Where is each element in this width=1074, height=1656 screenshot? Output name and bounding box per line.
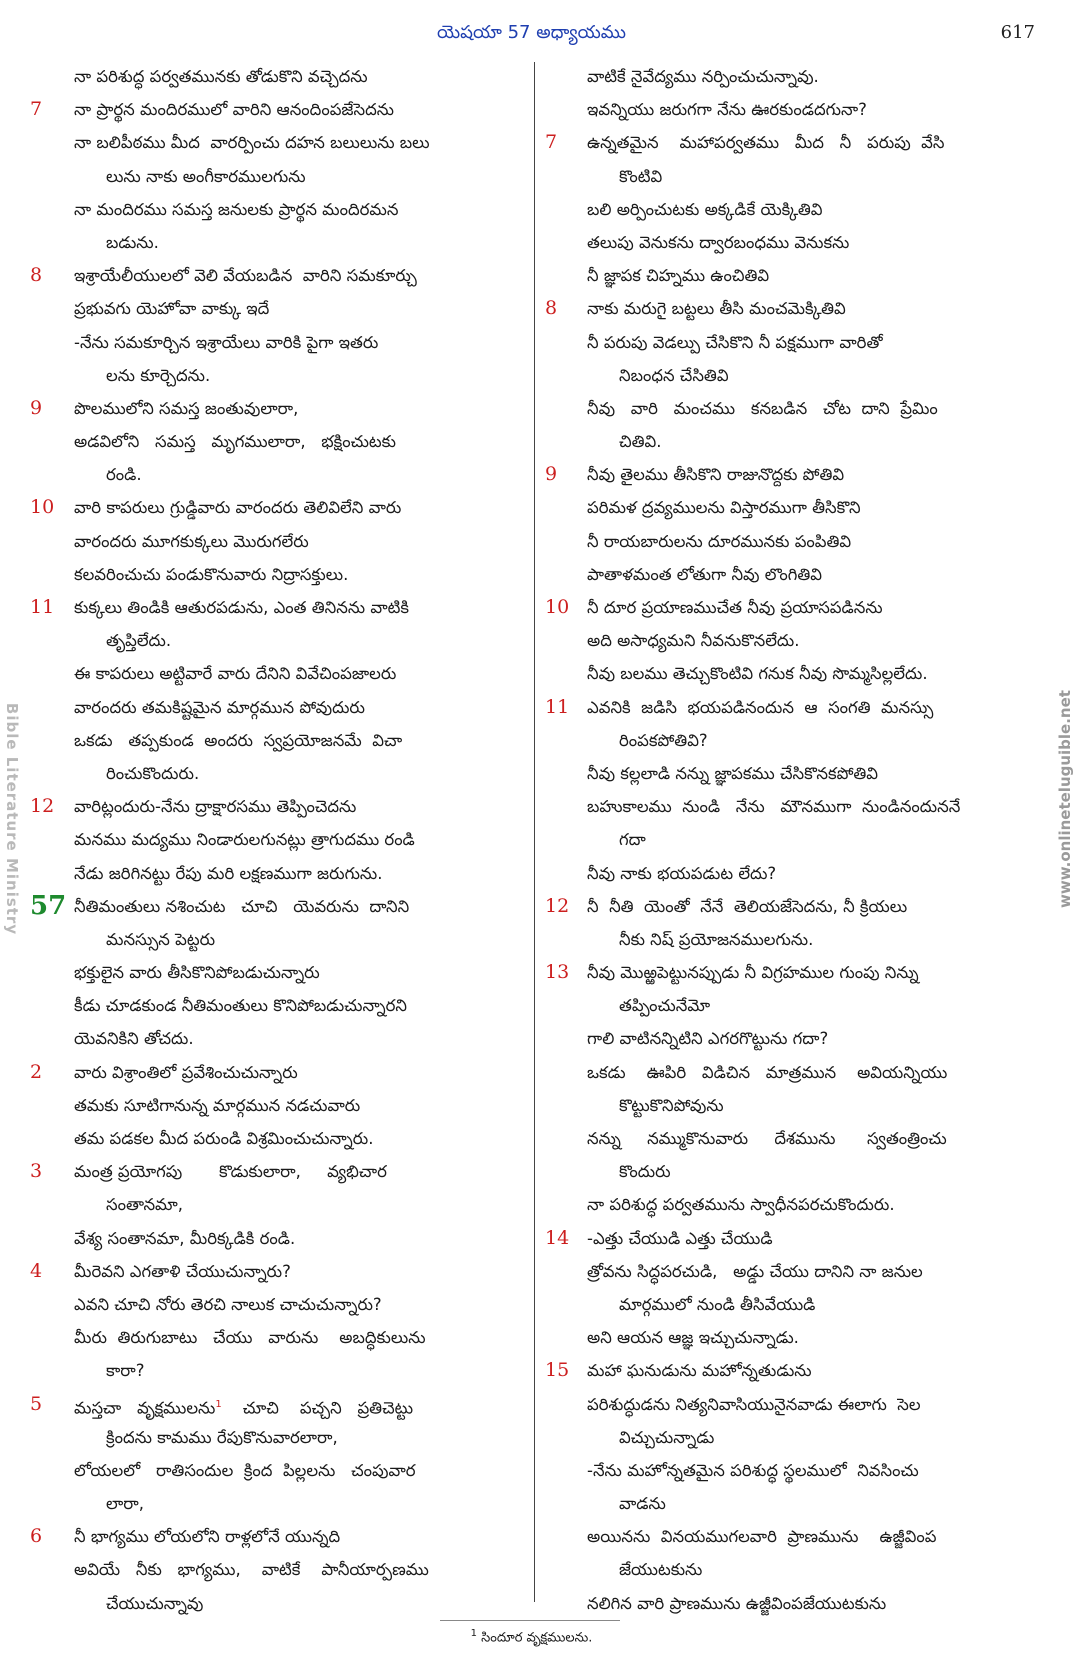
text-line xyxy=(22,956,492,989)
text-line xyxy=(545,458,1015,491)
verse-number: 13 xyxy=(545,961,570,984)
line-text: -నేను మహోన్నతమైన పరిశుద్ధ స్థలములో నివసించు xyxy=(587,1460,919,1480)
text-line xyxy=(22,823,492,856)
text-line xyxy=(545,93,1015,126)
verse-number: 5 xyxy=(30,1392,43,1415)
line-text: వారందరు మూగకుక్కలు మొరుగలేరు xyxy=(74,531,309,551)
line-text: గదా xyxy=(619,830,646,850)
line-text-continued: చూచి పచ్చని ప్రతిచెట్టు xyxy=(221,1398,414,1417)
text-line xyxy=(22,425,492,458)
line-text: త్రోవను సిద్ధపరచుడి, అడ్డు చేయు దానిని నా జనుల xyxy=(587,1261,923,1281)
line-text: నీవు కల్లలాడి నన్ను జ్ఞాపకము చేసికొనకపోతివి xyxy=(587,763,879,783)
text-line xyxy=(545,1188,1015,1221)
text-line xyxy=(22,160,492,193)
line-text: చేయుచున్నావు xyxy=(106,1593,204,1613)
text-line xyxy=(22,1587,492,1620)
line-text: నీవు తైలము తీసికొని రాజునొద్దకు పోతివి xyxy=(587,465,845,485)
text-line xyxy=(22,259,492,292)
line-text: నలిగిన వారి ప్రాణమును ఉజ్జీవింపజేయుటకును xyxy=(587,1593,887,1613)
line-text: నీవు బలము తెచ్చుకొంటివి గనుక నీవు సొమ్మసిల్లలేదు. xyxy=(587,664,928,684)
text-line xyxy=(545,956,1015,989)
text-line xyxy=(545,1487,1015,1520)
line-text: మార్గములో నుండి తీసివేయుడి xyxy=(619,1294,816,1314)
line-text: కీడు చూడకుండ నీతిమంతులు కొనిపోబడుచున్నారని xyxy=(74,996,407,1016)
line-text: నీ భాగ్యము లోయలోని రాళ్లలోనే యున్నది xyxy=(74,1527,341,1547)
line-text: నీ దూర ప్రయాణముచేత నీవు ప్రయాసపడినను xyxy=(587,598,883,617)
text-line xyxy=(545,1454,1015,1487)
line-text: నీవు నాకు భయపడుట లేదు? xyxy=(587,863,777,883)
text-line xyxy=(545,890,1015,923)
column-divider xyxy=(534,62,535,1602)
text-line xyxy=(545,1587,1015,1620)
watermark-right: www.onlineteluguible.net xyxy=(1056,690,1074,908)
line-text: బహుకాలము నుండి నేను మౌనముగా నుండినందుననే xyxy=(587,797,961,817)
verse-number: 3 xyxy=(30,1160,43,1183)
text-line xyxy=(545,326,1015,359)
verse-number: 14 xyxy=(545,1226,570,1249)
line-text: వారి కాపరులు గ్రుడ్డివారు వారందరు తెలివిలేని వారు xyxy=(74,498,402,518)
line-text: అడవిలోని సమస్త మృగములారా, భక్షించుటకు xyxy=(74,432,396,452)
verse-number: 11 xyxy=(545,695,570,718)
text-line xyxy=(22,193,492,226)
line-text: -నేను సమకూర్చిన ఇశ్రాయేలు వారికి పైగా ఇతరు xyxy=(74,332,379,352)
line-text: కొంటివి xyxy=(619,166,663,186)
line-text: బడును. xyxy=(106,232,159,252)
text-line xyxy=(22,857,492,890)
line-text: యెవనికిని తోచదు. xyxy=(74,1029,194,1049)
text-line xyxy=(22,93,492,126)
line-text: నా పరిశుద్ధ పర్వతమునకు తోడుకొని వచ్చెదను xyxy=(74,67,368,86)
text-line xyxy=(545,1255,1015,1288)
text-line xyxy=(545,1388,1015,1421)
line-text: వారు విశ్రాంతిలో ప్రవేశించుచున్నారు xyxy=(74,1062,298,1082)
line-text: నీతిమంతులు నశించుట చూచి యెవరును దానిని xyxy=(74,896,410,916)
line-text: నాకు మరుగై బట్టలు తీసి మంచమెక్కితివి xyxy=(587,299,846,319)
text-line xyxy=(22,126,492,159)
verse-number: 12 xyxy=(545,894,570,917)
text-line xyxy=(545,491,1015,524)
text-line xyxy=(545,1222,1015,1255)
line-text: నిబంధన చేసితివి xyxy=(619,365,729,385)
line-text: వాటికే నైవేద్యము నర్పించుచున్నావు. xyxy=(587,67,819,86)
line-text: మీరెవని ఎగతాళి చేయుచున్నారు? xyxy=(74,1261,291,1281)
text-line xyxy=(22,491,492,524)
text-line xyxy=(545,160,1015,193)
verse-number: 8 xyxy=(30,264,43,287)
line-text: పొలములోని సమస్త జంతువులారా, xyxy=(74,398,299,418)
text-line xyxy=(545,857,1015,890)
text-line xyxy=(22,1421,492,1454)
text-line xyxy=(545,1321,1015,1354)
verse-number: 9 xyxy=(545,463,558,486)
line-text: కుక్కలు తిండికి ఆతురపడును, ఎంత తినినను వాటికి xyxy=(74,598,410,617)
chapter-number: 57 xyxy=(30,890,67,921)
text-line xyxy=(545,1122,1015,1155)
text-line xyxy=(22,525,492,558)
text-line xyxy=(545,558,1015,591)
line-text: నా బలిపీఠము మీద వారర్పించు దహన బలులును బలు xyxy=(74,133,430,153)
line-text: నీ పరుపు వెడల్పు చేసికొని నీ పక్షముగా వారితో xyxy=(587,332,883,352)
text-line xyxy=(545,259,1015,292)
line-text: వారందరు తమకిష్టమైన మార్గమున పోవుదురు xyxy=(74,697,365,717)
line-text: మహా ఘనుడును మహోన్నతుడును xyxy=(587,1361,812,1381)
right-column xyxy=(545,60,1015,1620)
footnote-text: సిందూర వృక్షములను. xyxy=(481,1630,593,1646)
page-title: యెషయా 57 అధ్యాయము xyxy=(436,22,627,43)
watermark-left: Bible Literature Ministry xyxy=(3,702,21,936)
text-line xyxy=(22,1520,492,1553)
line-text: గాలి వాటినన్నిటిని ఎగరగొట్టును గదా? xyxy=(587,1029,829,1049)
text-line xyxy=(22,1155,492,1188)
line-text: -ఎత్తు చేయుడి ఎత్తు చేయుడి xyxy=(587,1228,773,1248)
text-line xyxy=(545,392,1015,425)
text-line xyxy=(545,425,1015,458)
line-text: వాడను xyxy=(619,1494,666,1514)
verse-number: 6 xyxy=(30,1525,43,1548)
text-line xyxy=(22,359,492,392)
line-text: పరిశుద్ధుడను నిత్యనివాసియునైనవాడు ఈలాగు సెల xyxy=(587,1394,921,1414)
line-text: రింపకపోతివి? xyxy=(619,730,708,750)
text-line xyxy=(22,989,492,1022)
line-text: ఒకడు తప్పకుండ అందరు స్వప్రయోజనమే విచా xyxy=(74,730,403,750)
text-line xyxy=(22,691,492,724)
text-line xyxy=(22,890,492,923)
line-text: నీకు నిష్ ప్రయోజనములగును. xyxy=(619,929,814,949)
line-text: లారా, xyxy=(106,1494,144,1514)
text-line xyxy=(22,1487,492,1520)
text-line xyxy=(22,923,492,956)
left-column xyxy=(22,60,492,1620)
line-text: ఇశ్రాయేలీయులలో వెలి వేయబడిన వారిని సమకూర్చు xyxy=(74,266,417,286)
verse-number: 15 xyxy=(545,1359,570,1382)
verse-number: 10 xyxy=(545,596,570,618)
text-line xyxy=(545,724,1015,757)
text-line xyxy=(545,1056,1015,1089)
verse-number: 12 xyxy=(30,795,55,818)
line-text: పరిమళ ద్రవ్యములను విస్తారముగా తీసికొని xyxy=(587,498,861,518)
text-line xyxy=(22,1122,492,1155)
line-text: కొట్టుకొనిపోవును xyxy=(619,1095,724,1115)
footnote-divider xyxy=(440,1620,620,1621)
text-line xyxy=(22,1354,492,1387)
line-text: రండి. xyxy=(106,465,142,485)
line-text: తమ పడకల మీద పరుండి విశ్రమించుచున్నారు. xyxy=(74,1129,374,1148)
text-line xyxy=(22,60,492,93)
text-line xyxy=(545,1354,1015,1387)
line-text: అయినను వినయముగలవారి ప్రాణమును ఉజ్జీవింప xyxy=(587,1527,937,1547)
line-text: ఎవనికి జడిసి భయపడినందున ఆ సంగతి మనస్సు xyxy=(587,697,934,717)
text-line xyxy=(22,1255,492,1288)
verse-number: 7 xyxy=(30,98,43,121)
line-text: నన్ను నమ్ముకొనువారు దేశమును స్వతంత్రించు xyxy=(587,1129,947,1148)
line-text: తప్పించునేమో xyxy=(619,996,711,1016)
line-text: అది అసాధ్యమని నీవనుకొనలేదు. xyxy=(587,631,800,651)
line-text: మంత్ర ప్రయోగపు కొడుకులారా, వ్యభిచార xyxy=(74,1162,387,1182)
text-line xyxy=(545,1089,1015,1122)
line-text: నీ జ్ఞాపక చిహ్నము ఉంచితివి xyxy=(587,266,770,286)
footnote-reference[interactable]: 1 xyxy=(215,1398,222,1410)
line-text: వేశ్య సంతానమా, మీరిక్కడికి రండి. xyxy=(74,1228,296,1248)
text-line xyxy=(545,226,1015,259)
line-text: ఎవని చూచి నోరు తెరచి నాలుక చాచుచున్నారు? xyxy=(74,1294,382,1314)
verse-number: 11 xyxy=(30,596,55,618)
text-line xyxy=(545,657,1015,690)
text-line xyxy=(545,126,1015,159)
text-line xyxy=(22,657,492,690)
text-line xyxy=(22,1222,492,1255)
line-text: క్రిందను కామము రేపుకొనువారలారా, xyxy=(106,1427,338,1447)
line-text: నా ప్రార్థన మందిరములో వారిని ఆనందింపజేసెదను xyxy=(74,100,395,120)
text-line xyxy=(545,60,1015,93)
line-text: లును నాకు అంగీకారములగును xyxy=(106,166,306,186)
text-line xyxy=(22,326,492,359)
text-line xyxy=(545,1553,1015,1586)
text-line xyxy=(545,1022,1015,1055)
text-line xyxy=(545,624,1015,657)
line-text: ప్రభువగు యెహోవా వాక్కు ఇదే xyxy=(74,299,270,319)
text-line xyxy=(545,1520,1015,1553)
line-text: మస్తచా వృక్షములను xyxy=(74,1398,216,1417)
verse-number: 4 xyxy=(30,1259,43,1282)
text-line xyxy=(545,591,1015,624)
text-line xyxy=(22,1553,492,1586)
line-text: నా పరిశుద్ధ పర్వతమును స్వాధీనపరచుకొందురు. xyxy=(587,1195,895,1215)
line-text: నా మందిరము సమస్త జనులకు ప్రార్థన మందిరమన xyxy=(74,199,399,219)
line-text: అవియే నీకు భాగ్యము, వాటికే పానీయార్పణము xyxy=(74,1560,429,1580)
line-text: జేయుటకును xyxy=(619,1560,703,1580)
line-text: నీవు వారి మంచము కనబడిన చోట దాని ప్రేమిం xyxy=(587,398,938,418)
line-text: సంతానమా, xyxy=(106,1195,184,1215)
line-text: కలవరించుచు పండుకొనువారు నిద్రాసక్తులు. xyxy=(74,564,349,584)
text-line xyxy=(22,558,492,591)
footnote xyxy=(0,1628,1063,1648)
text-line xyxy=(22,1288,492,1321)
verse-number: 7 xyxy=(545,131,558,154)
line-text: మీరు తిరుగుబాటు చేయు వారును అబద్ధికులును xyxy=(74,1328,426,1348)
text-line xyxy=(22,790,492,823)
line-text: కొందురు xyxy=(619,1162,671,1182)
line-text: తృప్తిలేదు. xyxy=(106,631,172,651)
text-line xyxy=(545,359,1015,392)
text-line xyxy=(22,1388,492,1421)
text-line xyxy=(545,525,1015,558)
text-line xyxy=(545,1288,1015,1321)
line-text: చితివి. xyxy=(619,432,662,452)
footnote-mark: 1 xyxy=(470,1628,477,1639)
text-line xyxy=(545,193,1015,226)
line-text: కారా? xyxy=(106,1361,145,1381)
text-line xyxy=(545,292,1015,325)
text-line xyxy=(22,757,492,790)
line-text: ఇవన్నియు జరుగగా నేను ఊరకుండదగునా? xyxy=(587,100,867,120)
text-line xyxy=(22,292,492,325)
line-text: తమకు సూటిగానున్న మార్గమున నడచువారు xyxy=(74,1095,361,1115)
text-line xyxy=(22,1321,492,1354)
line-text: నేడు జరిగినట్టు రేపు మరి లక్షణముగా జరుగును. xyxy=(74,863,383,883)
line-text: విచ్చుచున్నాడు xyxy=(619,1427,715,1447)
text-line xyxy=(545,989,1015,1022)
text-line xyxy=(545,1155,1015,1188)
text-line xyxy=(22,591,492,624)
line-text: మనము మద్యము నిండారులగునట్లు త్రాగుదము రండి xyxy=(74,830,415,850)
text-line xyxy=(22,226,492,259)
line-text: పాతాళమంత లోతుగా నీవు లొంగితివి xyxy=(587,564,823,584)
text-line xyxy=(545,790,1015,823)
line-text: బలి అర్పించుటకు అక్కడికే యెక్కితివి xyxy=(587,199,823,219)
text-line xyxy=(545,1421,1015,1454)
line-text: నీవు మొఱ్ఱపెట్టునప్పుడు నీ విగ్రహముల గుంపు నిన్ను xyxy=(587,963,919,983)
line-text: లను కూర్చెదను. xyxy=(106,365,211,385)
line-text: మనస్సున పెట్టరు xyxy=(106,929,216,949)
page-number: 617 xyxy=(1000,22,1035,43)
text-line xyxy=(545,823,1015,856)
text-line xyxy=(22,624,492,657)
line-text: అని ఆయన ఆజ్ఞ ఇచ్చుచున్నాడు. xyxy=(587,1328,799,1348)
text-line xyxy=(22,1022,492,1055)
line-text: భక్తులైన వారు తీసికొనిపోబడుచున్నారు xyxy=(74,963,320,983)
line-text: లోయలలో రాతిసందుల క్రింద పిల్లలను చంపువార xyxy=(74,1460,416,1480)
line-text: నీ నీతి యెంతో నేనే తెలియజేసెదను, నీ క్రియలు xyxy=(587,896,908,916)
text-line xyxy=(22,1188,492,1221)
text-line xyxy=(22,1454,492,1487)
text-line xyxy=(22,1056,492,1089)
line-text: నీ రాయబారులను దూరమునకు పంపితివి xyxy=(587,531,852,551)
line-text: వారిట్లందురు-నేను ద్రాక్షారసము తెప్పించెదను xyxy=(74,797,357,817)
text-line xyxy=(545,923,1015,956)
line-text: ఒకడు ఊపిరి విడిచిన మాత్రమున అవియన్నియు xyxy=(587,1062,948,1082)
verse-number: 8 xyxy=(545,297,558,320)
text-line xyxy=(545,691,1015,724)
line-text: ఉన్నతమైన మహాపర్వతము మీద నీ పరుపు వేసి xyxy=(587,133,945,153)
text-line xyxy=(22,458,492,491)
text-line xyxy=(22,392,492,425)
verse-number: 9 xyxy=(30,396,43,419)
text-line xyxy=(22,1089,492,1122)
text-line xyxy=(545,757,1015,790)
verse-number: 10 xyxy=(30,496,55,519)
line-text: రించుకొందురు. xyxy=(106,763,200,783)
verse-number: 2 xyxy=(30,1060,43,1083)
line-text: ఈ కాపరులు అట్టివారే వారు దేనిని వివేచింపజాలరు xyxy=(74,664,397,684)
line-text: తలుపు వెనుకను ద్వారబంధము వెనుకను xyxy=(587,232,850,252)
text-line xyxy=(22,724,492,757)
